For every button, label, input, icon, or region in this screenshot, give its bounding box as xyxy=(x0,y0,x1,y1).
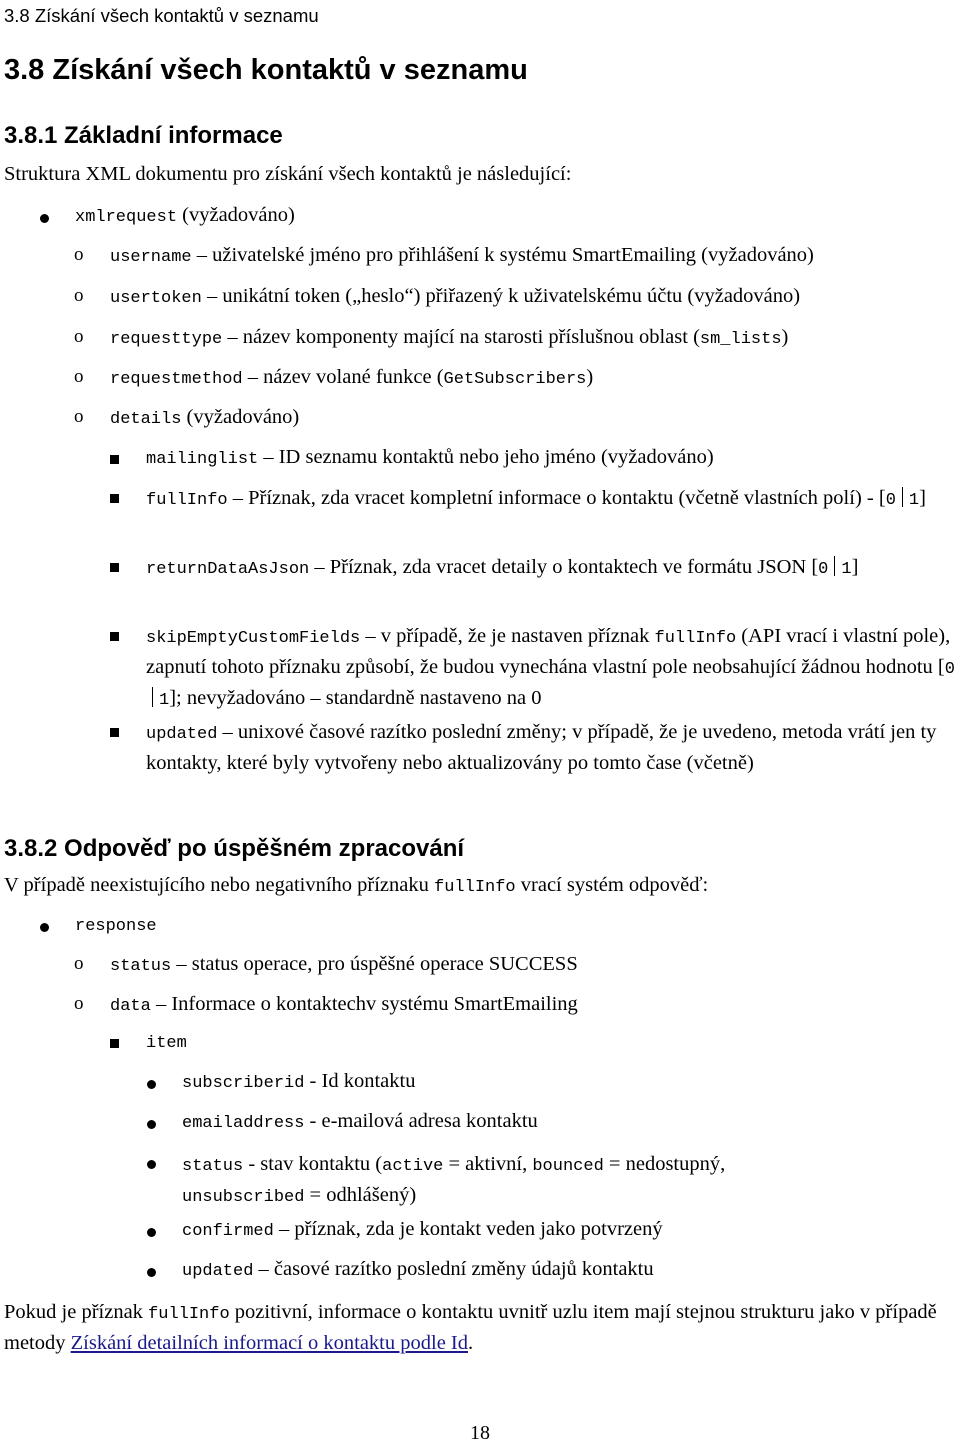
closing-paragraph: Pokud je příznak fullInfo pozitivní, informace o kontaktu uvnitř uzlu item mají stejnou strukturu jako v případě metody Získání detailních informací o kontaktu podle Id. xyxy=(4,1301,937,1354)
detail-info-link[interactable]: Získání detailních informací o kontaktu podle Id xyxy=(70,1332,468,1354)
detail-skipemptycustomfields: skipEmptyCustomFields – v případě, že je nastaven příznak fullInfo (API vrací i vlastní pole), zapnutí tohoto příznaku způsobí, že budou vynechána vlastní pole neobsahující žádnou hodnotu [01]; nevyžadováno – standardně nastaveno na 0 xyxy=(146,625,955,710)
bullet-circle: o xyxy=(74,326,84,347)
list-item-details: details (vyžadováno) xyxy=(110,406,300,429)
bullet-dot xyxy=(147,1160,156,1169)
intro-paragraph: Struktura XML dokumentu pro získání všech kontaktů je následující: xyxy=(4,163,572,185)
field-confirmed: confirmed – příznak, zda je kontakt veden jako potvrzený xyxy=(182,1218,663,1241)
bullet-square xyxy=(110,494,119,503)
bullet-square xyxy=(110,1039,119,1048)
bullet-dot xyxy=(147,1120,156,1129)
list-item-xmlrequest: xmlrequest (vyžadováno) xyxy=(75,204,295,227)
field-status: status - stav kontaktu (active = aktivní, bounced = nedostupný, unsubscribed = odhlášený) xyxy=(182,1153,726,1207)
bullet-dot xyxy=(147,1080,156,1089)
field-subscriberid: subscriberid - Id kontaktu xyxy=(182,1070,416,1093)
detail-fullinfo: fullInfo – Příznak, zda vracet kompletní informace o kontaktu (včetně vlastních polí) - [0 1] xyxy=(146,487,926,510)
list-item-username: username – uživatelské jméno pro přihlášení k systému SmartEmailing (vyžadováno) xyxy=(110,244,814,267)
bullet-circle: o xyxy=(74,993,84,1014)
subsection-title-success-response: 3.8.2 Odpověď po úspěšném zpracování xyxy=(4,835,465,862)
bullet-circle: o xyxy=(74,244,84,265)
bullet-dot xyxy=(40,214,49,223)
bullet-square xyxy=(110,728,119,737)
field-emailaddress: emailaddress - e-mailová adresa kontaktu xyxy=(182,1110,538,1133)
bullet-circle: o xyxy=(74,366,84,387)
subsection-title-basic-info: 3.8.1 Základní informace xyxy=(4,122,283,149)
section-title: 3.8 Získání všech kontaktů v seznamu xyxy=(4,54,528,86)
response-item: item xyxy=(146,1034,187,1053)
detail-mailinglist: mailinglist – ID seznamu kontaktů nebo jeho jméno (vyžadováno) xyxy=(146,446,714,469)
bullet-circle: o xyxy=(74,285,84,306)
list-item-response: response xyxy=(75,917,157,936)
bullet-dot xyxy=(147,1228,156,1237)
bullet-dot xyxy=(147,1268,156,1277)
field-updated: updated – časové razítko poslední změny údajů kontaktu xyxy=(182,1258,654,1281)
detail-returndataasjson: returnDataAsJson – Příznak, zda vracet detaily o kontaktech ve formátu JSON [0 1] xyxy=(146,556,859,579)
bullet-circle: o xyxy=(74,406,84,427)
bullet-circle: o xyxy=(74,953,84,974)
response-status: status – status operace, pro úspěšné operace SUCCESS xyxy=(110,953,578,976)
list-item-requesttype: requesttype – název komponenty mající na starosti příslušnou oblast (sm_lists) xyxy=(110,326,789,349)
response-intro: V případě neexistujícího nebo negativního příznaku fullInfo vrací systém odpověď: xyxy=(4,874,709,897)
bullet-square xyxy=(110,563,119,572)
page-number: 18 xyxy=(470,1422,490,1444)
bullet-square xyxy=(110,632,119,641)
bullet-dot xyxy=(40,923,49,932)
list-item-usertoken: usertoken – unikátní token („heslo“) přiřazený k uživatelskému účtu (vyžadováno) xyxy=(110,285,801,308)
list-item-requestmethod: requestmethod – název volané funkce (GetSubscribers) xyxy=(110,366,594,389)
detail-updated: updated – unixové časové razítko poslední změny; v případě, že je uvedeno, metoda vrátí jen ty kontakty, které byly vytvořeny nebo aktualizovány po tomto čase (včetně) xyxy=(146,721,937,774)
bullet-square xyxy=(110,455,119,464)
running-header: 3.8 Získání všech kontaktů v seznamu xyxy=(4,5,319,26)
response-data: data – Informace o kontaktechv systému SmartEmailing xyxy=(110,993,578,1016)
